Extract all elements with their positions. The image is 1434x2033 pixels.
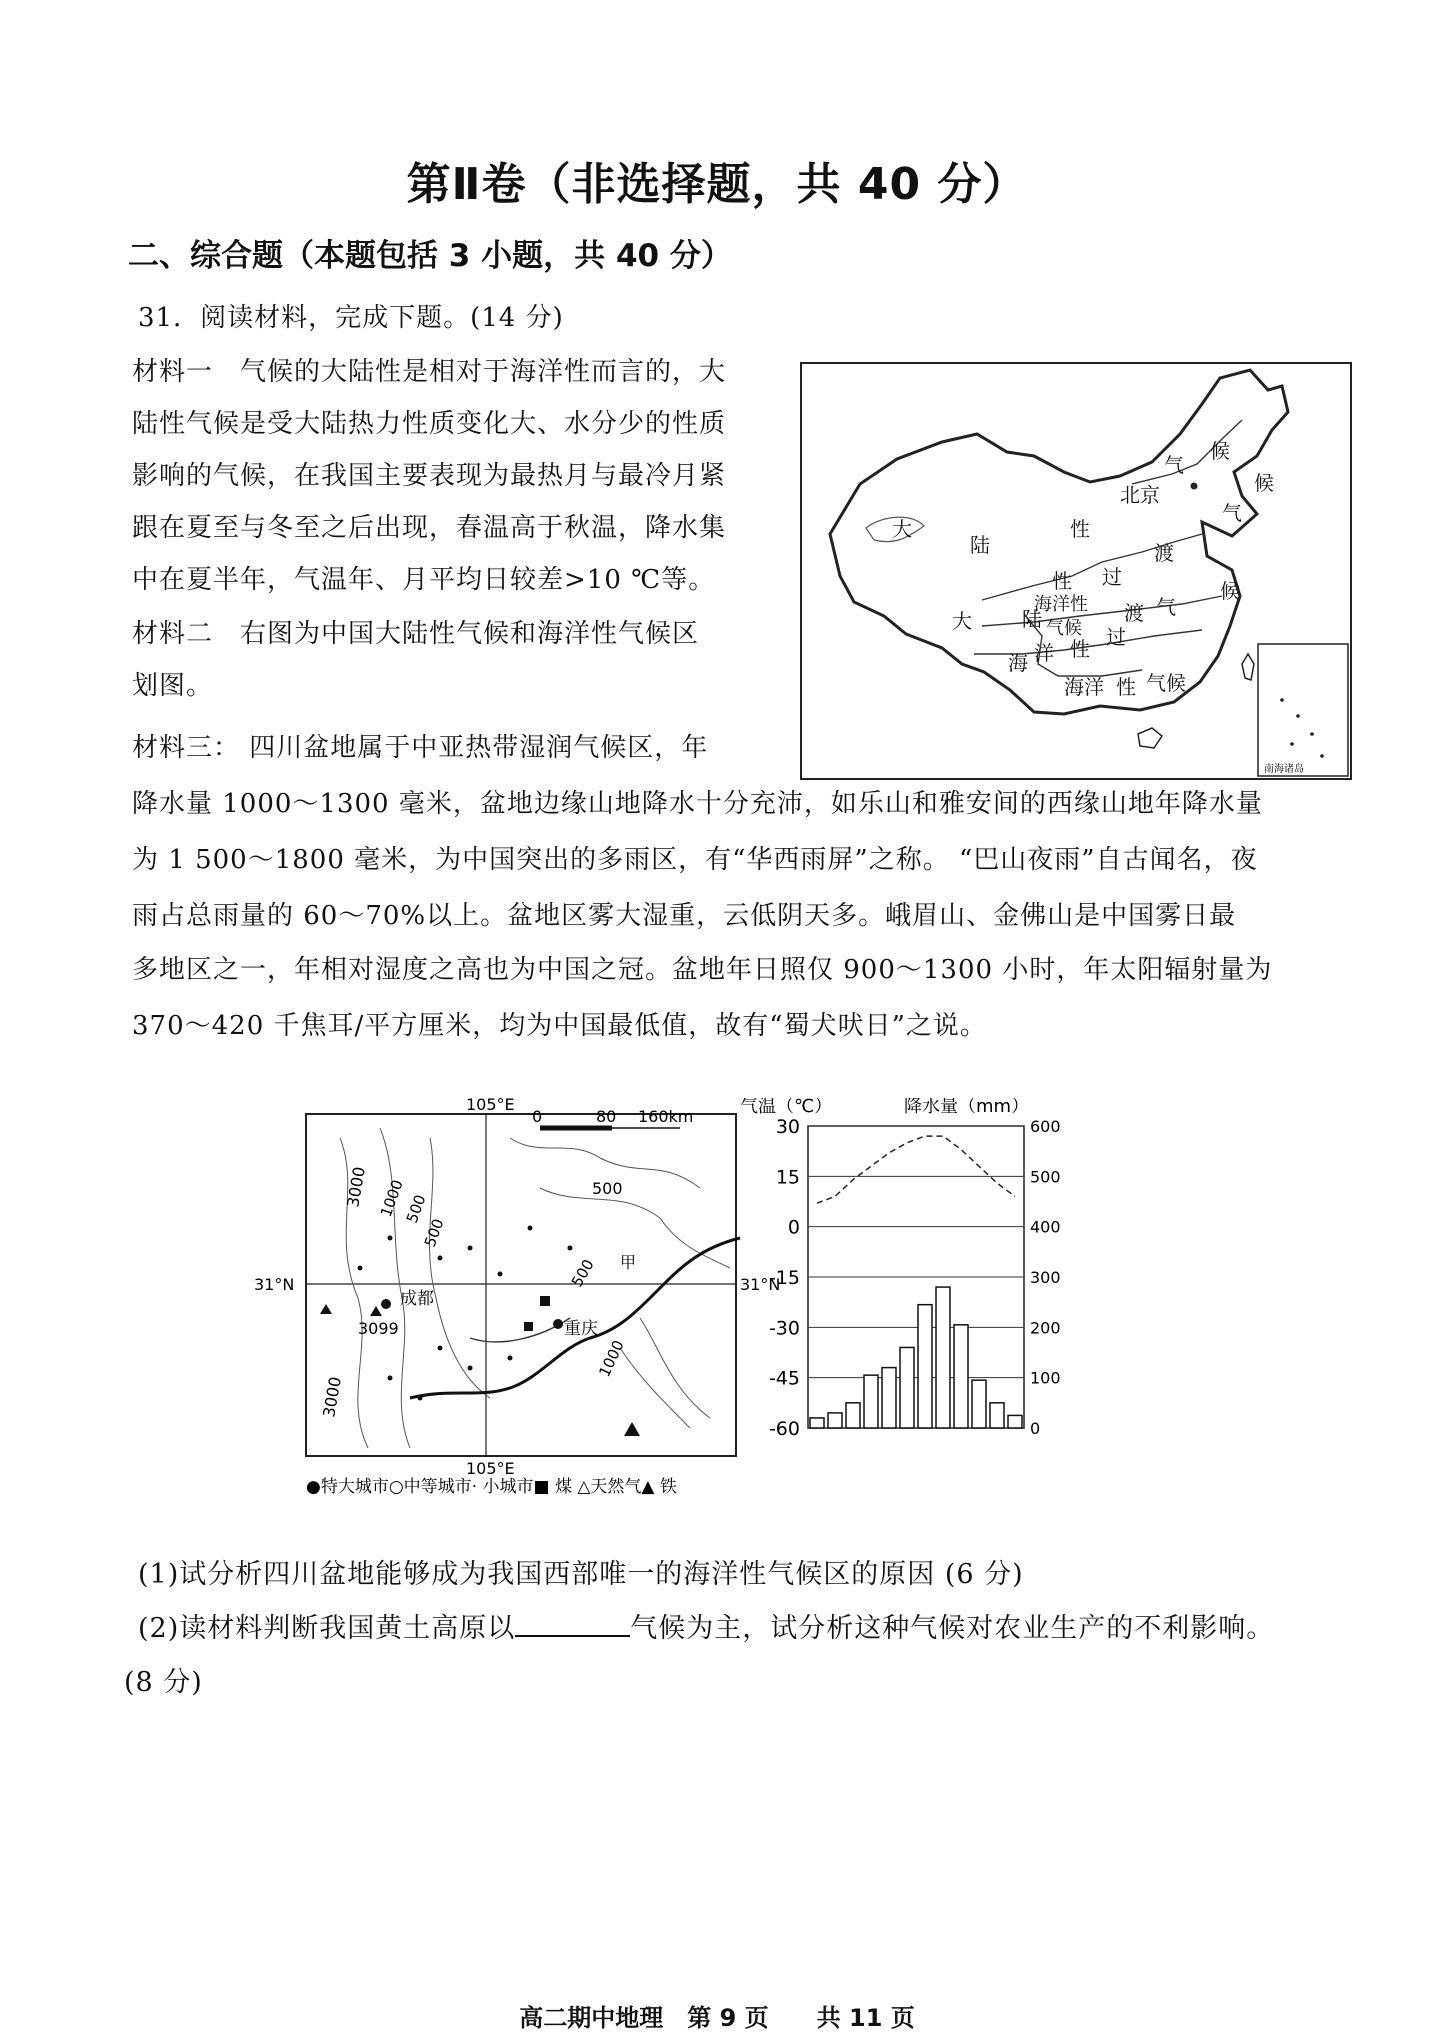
question-2-after: 气候为主，试分析这种气候对农业生产的不利影响。 xyxy=(630,1613,1275,1644)
map-label: 气 xyxy=(1222,501,1242,525)
section-heading: 二、综合题（本题包括 3 小题，共 40 分） xyxy=(128,238,732,274)
precip-tick: 600 xyxy=(1030,1117,1060,1136)
question-2-score: (8 分) xyxy=(124,1667,203,1698)
page-footer: 高二期中地理 第 9 页 共 11 页 xyxy=(519,2004,915,2032)
inset-label: 南海诸岛 xyxy=(1264,764,1304,775)
precip-bar xyxy=(810,1418,824,1428)
map-label: 过 xyxy=(1102,565,1122,589)
precip-bar xyxy=(864,1375,878,1428)
sichuan-figure-svg xyxy=(240,1098,1060,1498)
climate-chart xyxy=(740,1098,1060,1440)
temperature-ticks xyxy=(769,1116,800,1440)
answer-blank[interactable] xyxy=(515,1611,630,1637)
map-label: 海 xyxy=(1008,651,1028,675)
scale-label: 80 xyxy=(596,1107,617,1126)
contour-label: 1000 xyxy=(376,1177,407,1220)
river-label: 甲 xyxy=(620,1253,637,1272)
material2-line: 材料二 右图为中国大陆性气候和海洋性气候区 xyxy=(132,619,700,649)
longitude-label-bottom: 105°E xyxy=(466,1459,515,1478)
temperature-tick: 15 xyxy=(775,1166,800,1189)
latitude-label-left: 31°N xyxy=(254,1275,295,1294)
temperature-tick: -15 xyxy=(768,1267,800,1289)
map-label: 性 xyxy=(1070,517,1090,541)
map-label: 大 xyxy=(892,517,912,541)
map-label: 渡 xyxy=(1124,601,1144,625)
map-label: 气 xyxy=(1156,595,1176,619)
map-label: 气候 xyxy=(1146,671,1186,695)
map-label: 陆 xyxy=(1022,607,1042,631)
city-chongqing: 重庆 xyxy=(564,1319,598,1339)
precip-bar xyxy=(846,1403,860,1428)
question-2-before: (2)读材料判断我国黄土高原以 xyxy=(138,1613,516,1644)
material3-line: 多地区之一，年相对湿度之高也为中国之冠。盆地年日照仅 900～1300 小时，年太阳辐射量为 xyxy=(132,955,1273,985)
contour-label: 500 xyxy=(567,1256,598,1290)
precip-tick: 400 xyxy=(1030,1217,1060,1237)
scale-label: 0 xyxy=(532,1107,543,1126)
material1-line: 跟在夏至与冬至之后出现，春温高于秋温，降水集 xyxy=(132,513,727,543)
question-31-intro: 31．阅读材料，完成下题。(14 分) xyxy=(138,303,564,333)
peak-label: 3099 xyxy=(358,1319,399,1338)
material3-line: 材料三： 四川盆地属于中亚热带湿润气候区，年 xyxy=(132,733,709,763)
material3-line: 降水量 1000～1300 毫米，盆地边缘山地降水十分充沛，如乐山和雅安间的西缘山地年降水量 xyxy=(132,789,1263,819)
map-label: 过 xyxy=(1106,625,1126,649)
sichuan-map xyxy=(254,1098,780,1478)
material1-line: 中在夏半年，气温年、月平均日较差>10 ℃等。 xyxy=(132,565,716,595)
material2-line: 划图。 xyxy=(132,671,214,701)
map-label: 海洋 xyxy=(1064,675,1104,699)
question-2 xyxy=(138,1606,1274,1645)
longitude-label-top: 105°E xyxy=(466,1098,515,1114)
contour-label: 500 xyxy=(592,1179,623,1198)
map-label: 候 xyxy=(1254,471,1274,495)
precip-tick: 500 xyxy=(1030,1167,1060,1187)
contour-label: 3000 xyxy=(319,1375,346,1419)
material3-line: 370～420 千焦耳/平方厘米，均为中国最低值，故有“蜀犬吠日”之说。 xyxy=(132,1011,987,1041)
precip-bar xyxy=(900,1347,914,1428)
precip-bar xyxy=(954,1325,968,1428)
temperature-tick: -45 xyxy=(768,1367,800,1390)
precip-bar xyxy=(936,1287,950,1428)
precip-bars xyxy=(810,1287,1022,1428)
material3-line: 雨占总雨量的 60～70%以上。盆地区雾大湿重，云低阴天多。峨眉山、金佛山是中国雾日最 xyxy=(132,901,1237,931)
temperature-tick: 30 xyxy=(775,1116,800,1138)
contour-label: 500 xyxy=(420,1216,448,1250)
page-title: 第Ⅱ卷（非选择题，共 40 分） xyxy=(406,159,1028,210)
material1-line: 材料一 气候的大陆性是相对于海洋性而言的，大 xyxy=(132,357,727,387)
precip-ticks xyxy=(1030,1117,1060,1438)
contour-label: 1000 xyxy=(595,1337,628,1380)
precip-tick: 100 xyxy=(1030,1368,1060,1388)
precip-bar xyxy=(828,1413,842,1428)
chart-grid xyxy=(808,1126,1024,1428)
map-label: 北京 xyxy=(1120,483,1160,507)
contour-label: 500 xyxy=(402,1192,430,1226)
question-1: (1)试分析四川盆地能够成为我国西部唯一的海洋性气候区的原因 (6 分) xyxy=(138,1559,1024,1590)
contour-label: 3000 xyxy=(343,1165,370,1209)
map-label: 海洋性 xyxy=(1034,594,1088,615)
sichuan-figure xyxy=(240,1098,1060,1502)
precip-bar xyxy=(882,1368,896,1428)
precip-bar xyxy=(990,1403,1004,1428)
map-label: 气候 xyxy=(1046,618,1082,639)
map-label: 性 xyxy=(1116,675,1136,699)
temperature-tick: 0 xyxy=(787,1216,800,1239)
latitude-label-right: 31°N xyxy=(740,1275,781,1294)
map-label: 候 xyxy=(1210,439,1230,463)
map-legend: ●特大城市○中等城市· 小城市■ 煤 △天然气▲ 铁 xyxy=(306,1477,677,1497)
city-chengdu: 成都 xyxy=(400,1289,434,1309)
map-label: 性 xyxy=(1070,637,1090,661)
map-label: 气 xyxy=(1164,453,1184,477)
material3-line: 为 1 500～1800 毫米，为中国突出的多雨区，有“华西雨屏”之称。 “巴山夜雨”自古闻名，夜 xyxy=(132,845,1258,875)
map-label: 渡 xyxy=(1154,541,1174,565)
map-label: 候 xyxy=(1220,579,1240,603)
map-label: 洋 xyxy=(1034,641,1054,665)
temperature-tick: -60 xyxy=(768,1418,800,1440)
map-label: 大 xyxy=(952,609,972,633)
scale-label: 160km xyxy=(638,1107,694,1126)
map-label: 性 xyxy=(1052,569,1072,593)
material1-line: 陆性气候是受大陆热力性质变化大、水分少的性质 xyxy=(132,409,727,439)
material1-line: 影响的气候，在我国主要表现为最热月与最冷月紧 xyxy=(132,461,727,491)
temperature-tick: -30 xyxy=(768,1317,800,1340)
precip-tick: 0 xyxy=(1030,1419,1041,1438)
map-label: 陆 xyxy=(970,533,990,557)
precip-bar xyxy=(972,1380,986,1428)
temperature-line xyxy=(817,1136,1015,1203)
precip-tick: 300 xyxy=(1030,1268,1060,1287)
precip-bar xyxy=(1008,1415,1022,1428)
china-map-svg xyxy=(802,364,1350,778)
temperature-axis-label: 气温（℃） xyxy=(740,1098,833,1117)
precip-axis-label: 降水量（mm） xyxy=(904,1098,1030,1117)
china-climate-map xyxy=(800,362,1352,780)
precip-tick: 200 xyxy=(1030,1318,1060,1338)
precip-bar xyxy=(918,1305,932,1428)
